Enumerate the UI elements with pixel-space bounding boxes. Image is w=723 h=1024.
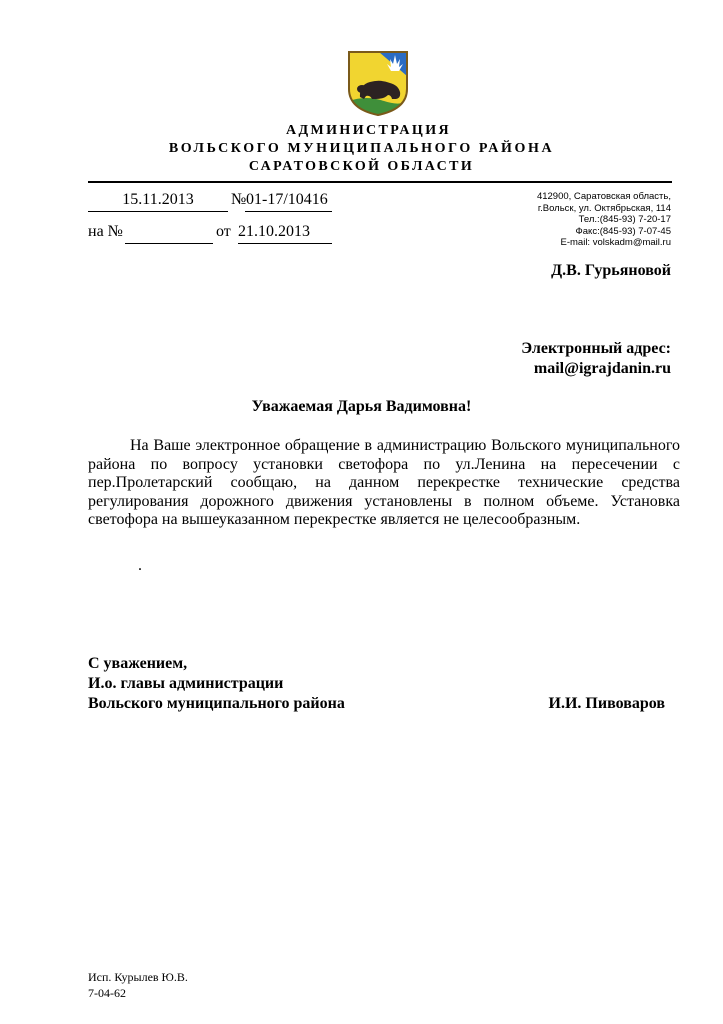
reference-from-label: от [216, 223, 231, 240]
closing-phrase: С уважением, [88, 655, 188, 672]
executor-name: Исп. Курылев Ю.В. [88, 970, 188, 984]
address-fax: Факс:(845-93) 7-07-45 [575, 225, 671, 237]
address-phone: Тел.:(845-93) 7-20-17 [578, 214, 671, 225]
header-line-3: САРАТОВСКОЙ ОБЛАСТИ [248, 159, 475, 174]
recipient-name: Д.В. Гурьяновой [551, 262, 671, 279]
address-line: г.Вольск, ул. Октябрьская, 114 [537, 202, 671, 214]
outgoing-number: 01-17/10416 [245, 191, 332, 212]
salutation: Уважаемая Дарья Вадимовна! [251, 398, 472, 415]
coat-of-arms-emblem [346, 49, 410, 117]
executor-phone: 7-04-62 [88, 986, 126, 1000]
signer-organization: Вольского муниципального района [88, 695, 345, 712]
outgoing-date: 15.11.2013 [88, 191, 228, 212]
address-email: E-mail: volskadm@mail.ru [560, 237, 671, 248]
reference-date: 21.10.2013 [238, 223, 332, 244]
number-sign: № [231, 191, 247, 208]
header-line-2: ВОЛЬСКОГО МУНИЦИПАЛЬНОГО РАЙОНА [168, 141, 555, 156]
body-paragraph: На Ваше электронное обращение в администрацию Вольского муниципального района по вопросу установки светофора по ул.Ленина на пересечении с пер.Пролетарский сообщаю, на данном перекрестке технические средства регулирования дорожного движения установлены в полном объеме. Установка светофора на вышеуказанном перекрестке является не целесообразным. [88, 437, 680, 529]
recipient-email-label: Электронный адрес: [521, 340, 671, 357]
letter-body [88, 437, 680, 530]
reference-number-label: на № [88, 223, 123, 240]
signer-name: И.И. Пивоваров [548, 695, 665, 712]
address-line: 412900, Саратовская область, [536, 191, 671, 202]
header-line-1: АДМИНИСТРАЦИЯ [285, 123, 452, 138]
stray-dot: . [138, 557, 142, 574]
header-divider [88, 181, 672, 183]
recipient-email: mail@igrajdanin.ru [533, 360, 671, 377]
sender-address-block [537, 191, 671, 249]
reference-number-blank [125, 223, 213, 244]
signer-title: И.о. главы администрации [88, 675, 284, 692]
